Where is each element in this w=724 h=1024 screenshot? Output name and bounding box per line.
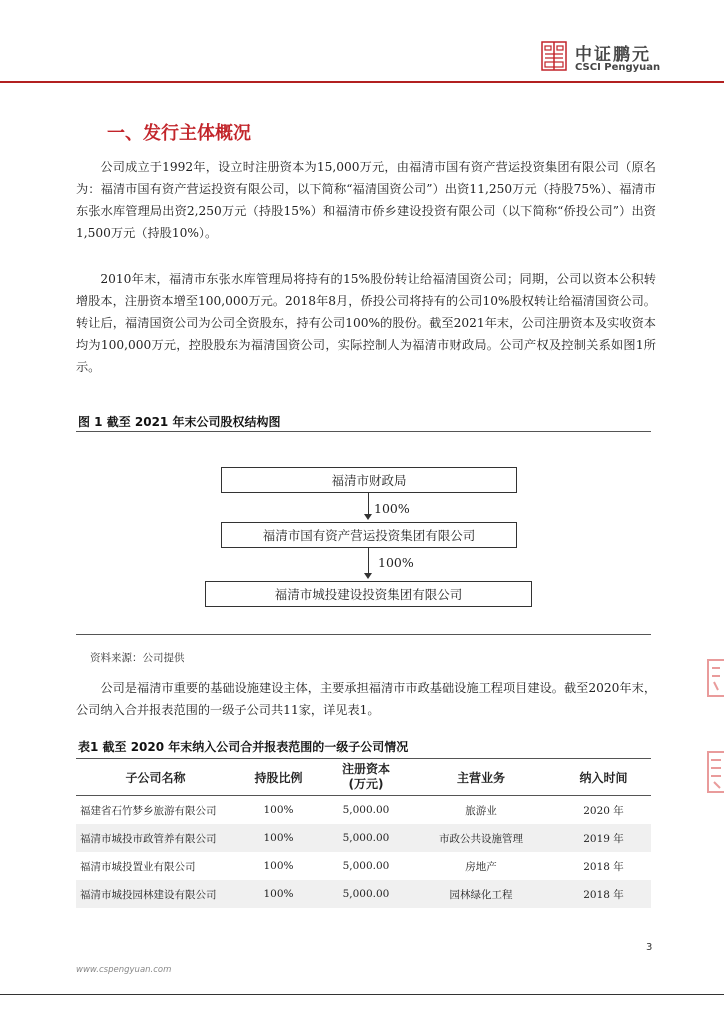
arrow-line-1 (368, 493, 369, 515)
paragraph-text: 2010年末，福清市东张水库管理局将持有的15%股份转让给福清国资公司；同期，公司以资本公积转增股本，注册资本增至100,000万元。2018年8月，侨投公司将持有的公司10%股权转让给福清国资公司。转让后，福清国资公司为公司全资股东，持有公司100%的股份。截至2021年末，公司注册资本及实收资本均为100,000万元，控股股东为福清国资公司，实际控制人为福清市财政局。公司产权及控制关系如图1所示。 (76, 272, 656, 374)
table-row (76, 852, 651, 880)
figure-title: 图 1 截至 2021 年末公司股权结构图 (78, 415, 281, 429)
logo-text-en: CSCI Pengyuan (575, 62, 661, 73)
header-business: 主营业务 (456, 770, 505, 785)
section-title: 一、发行主体概况 (107, 123, 251, 144)
figure-source: 资料来源：公司提供 (90, 652, 185, 664)
cell-name: 福建省石竹梦乡旅游有限公司 (80, 804, 217, 817)
org-box-state-asset-group: 福清市国有资产营运投资集团有限公司 (221, 522, 517, 548)
paragraph-text: 公司是福清市重要的基础设施建设主体，主要承担福清市市政基础设施工程项目建设。截至2020年末，公司纳入合并报表范围的一级子公司共11家，详见表1。 (76, 681, 656, 717)
paragraph-establishment (76, 156, 656, 244)
table-row (76, 880, 651, 908)
table-header-row (76, 758, 651, 796)
table-row (76, 824, 651, 852)
subsidiary-table (76, 758, 651, 908)
cell-time: 2018 年 (583, 860, 624, 873)
paragraph-text: 公司成立于1992年，设立时注册资本为15,000万元，由福清市国有资产营运投资集团有限公司（原名为：福清市国有资产营运投资有限公司，以下简称“福清国资公司”）出资11,250万元（持股75%）、福清市东张水库管理局出资2,250万元（持股15%）和福清市侨乡建设投资有限公司（以下简称“侨投公司”）出资1,500万元（持股10%）。 (76, 160, 656, 240)
footer-divider (0, 994, 724, 995)
table-title: 表1 截至 2020 年末纳入公司合并报表范围的一级子公司情况 (78, 740, 409, 754)
cell-time: 2018 年 (583, 888, 624, 901)
holding-percent-1: 100% (374, 501, 410, 516)
cell-ratio: 100% (263, 860, 294, 872)
paragraph-equity-changes (76, 268, 656, 378)
org-box-company: 福清市城投建设投资集团有限公司 (205, 581, 532, 607)
page-number: 3 (646, 942, 653, 953)
table-row (76, 796, 651, 824)
header-capital-line2: (万元) (348, 777, 384, 791)
header-name: 子公司名称 (125, 770, 186, 785)
cell-time: 2019 年 (583, 832, 624, 845)
arrow-head-1-icon (364, 514, 372, 520)
cell-capital: 5,000.00 (342, 804, 390, 816)
header-divider (0, 81, 724, 83)
cell-ratio: 100% (263, 888, 294, 900)
cell-business: 房地产 (465, 860, 497, 873)
cell-name: 福清市城投市政管养有限公司 (80, 832, 217, 845)
paragraph-subsidiaries (76, 677, 656, 721)
header-capital (326, 762, 406, 792)
cell-business: 市政公共设施管理 (439, 832, 523, 845)
logo-text-cn: 中证鹏元 (575, 45, 651, 65)
cell-name: 福清市城投园林建设有限公司 (80, 888, 217, 901)
footer-url[interactable]: www.cspengyuan.com (76, 965, 172, 975)
cell-ratio: 100% (263, 832, 294, 844)
cell-capital: 5,000.00 (342, 832, 390, 844)
seal-stamp-icon (702, 652, 724, 802)
org-box-finance-bureau: 福清市财政局 (221, 467, 517, 493)
header-ratio: 持股比例 (254, 770, 303, 785)
cell-time: 2020 年 (583, 804, 624, 817)
cell-name: 福清市城投置业有限公司 (80, 860, 196, 873)
cell-capital: 5,000.00 (342, 888, 390, 900)
cell-business: 园林绿化工程 (449, 888, 513, 901)
header-capital-line1: 注册资本 (341, 762, 390, 776)
figure-bottom-rule (76, 634, 651, 635)
arrow-line-2 (368, 548, 369, 574)
company-logo-icon (541, 41, 567, 71)
cell-capital: 5,000.00 (342, 860, 390, 872)
arrow-head-2-icon (364, 573, 372, 579)
figure-top-rule (76, 431, 651, 432)
header-time: 纳入时间 (579, 770, 628, 785)
holding-percent-2: 100% (378, 555, 414, 570)
cell-ratio: 100% (263, 804, 294, 816)
cell-business: 旅游业 (465, 804, 497, 817)
